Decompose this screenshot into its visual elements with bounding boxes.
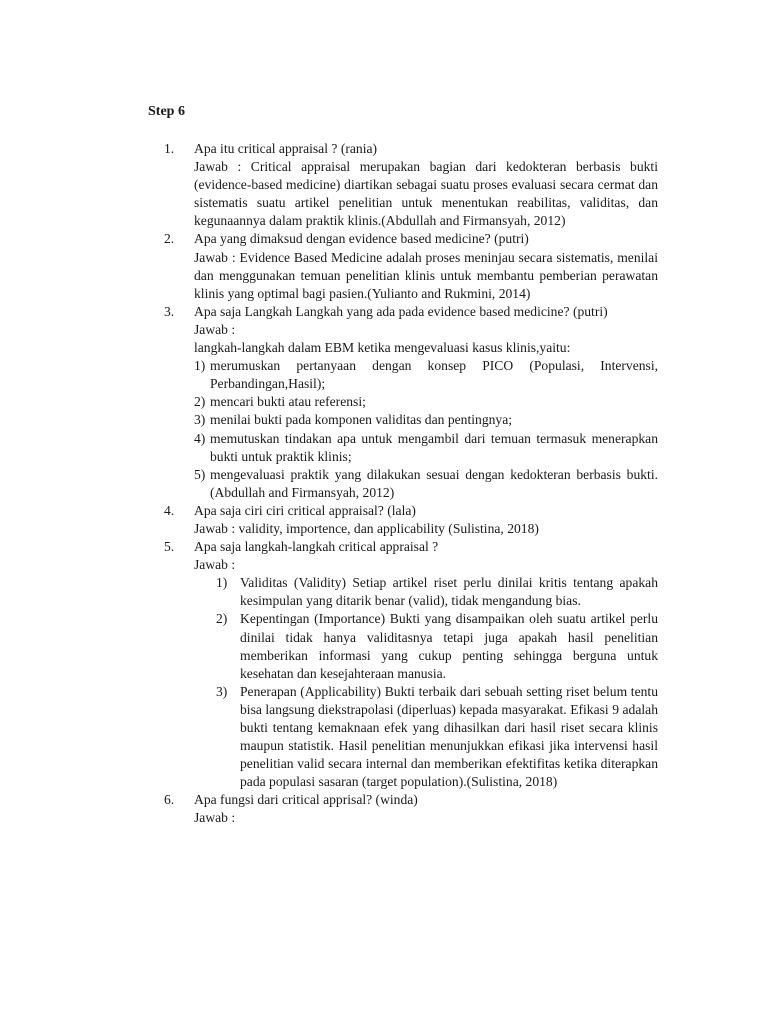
answer-label: Jawab : [194,321,236,337]
question-item-6 [164,791,658,827]
answer-text: Jawab : Critical appraisal merupakan bagian dari kedokteran berbasis bukti (evidence-based medicine) diartikan sebagai suatu proses evaluasi secara cermat dan sistematis suatu artikel penelitian untuk menentukan reabilitas, validitas, dan kegunaannya dalam praktik klinis.(Abdullah and Firmansyah, 2012) [194,159,658,229]
step-text: memutuskan tindakan apa untuk mengambil dari temuan termasuk menerapkan bukti untuk praktik klinis; [210,430,658,464]
step-text: Validitas (Validity) Setiap artikel riset perlu dinilai kritis tentang apakah kesimpulan yang ditarik benar (valid), tidak mengandung bias. [240,575,658,609]
answer-text: Jawab : Evidence Based Medicine adalah proses meninjau secara sistematis, menilai dan menggunakan temuan penelitian klinis untuk membantu pemberian perawatan klinis yang optimal bagi pasien.(Yulianto and Rukmini, 2014) [194,249,658,301]
item-number: 6. [164,792,175,808]
item-number: 1. [164,141,175,156]
answer-text: Jawab : validity, importence, dan applicability (Sulistina, 2018) [194,520,539,536]
question-item-3 [164,303,658,502]
step-number: 4) [194,430,206,446]
step-number: 5) [194,466,206,482]
step-number: 3) [216,683,228,699]
list-item [194,466,658,502]
question-item-2 [164,230,658,302]
item-number: 5. [164,539,175,555]
step-number: 1) [194,358,206,374]
step-text: merumuskan pertanyaan dengan konsep PICO (Populasi, Intervensi, Perbandingan,Hasil); [210,358,658,392]
question-text: Apa fungsi dari critical apprisal? (winda) [194,792,418,808]
list-item [194,610,658,682]
question-text: Apa saja langkah-langkah critical appraisal ? [194,539,439,555]
step-number: 2) [216,611,228,627]
section-heading: Step 6 [148,104,185,119]
answer-label: Jawab : [194,557,236,573]
question-text: Apa itu critical appraisal ? (rania) [194,141,378,156]
item-number: 2. [164,231,175,247]
question-item-5 [164,538,658,791]
step-text: Kepentingan (Importance) Bukti yang disampaikan oleh suatu artikel perlu dinilai tidak hanya validitasnya tetapi juga apakah hasil penelitian memberikan informasi yang cukup penting sehingga berguna untuk kesehatan dan kesejahteraan manusia. [240,611,658,681]
list-item [194,411,658,429]
question-text: Apa saja Langkah Langkah yang ada pada evidence based medicine? (putri) [194,303,608,319]
step-text: Penerapan (Applicability) Bukti terbaik dari sebuah setting riset belum tentu bisa langsung diekstrapolasi (diperluas) kepada masyarakat. Efikasi 9 adalah bukti tentang kemaknaan efek yang dihasilkan dari hasil riset secara klinis maupun statistik. Hasil penelitian menunjukkan efikasi jika intervensi hasil penelitian valid secara internal dan memberikan efektifitas ketika diterapkan pada populasi sasaran (target population).(Sulistina, 2018) [240,683,658,790]
list-item [194,393,658,411]
question-text: Apa yang dimaksud dengan evidence based medicine? (putri) [194,231,529,247]
answer-label: Jawab : [194,810,236,826]
list-item [194,574,658,610]
list-item [194,683,658,792]
step-number: 2) [194,394,206,410]
question-text: Apa saja ciri ciri critical appraisal? (lala) [194,502,416,518]
item-number: 4. [164,502,175,518]
list-item [194,430,658,466]
question-item-4 [164,502,658,538]
answer-intro: langkah-langkah dalam EBM ketika mengevaluasi kasus klinis,yaitu: [194,340,571,356]
step-text: mengevaluasi praktik yang dilakukan sesuai dengan kedokteran berbasis bukti.(Abdullah and Firmansyah, 2012) [210,466,658,500]
step-number: 3) [194,412,206,428]
step-text: menilai bukti pada komponen validitas dan pentingnya; [210,412,513,428]
list-item [194,357,658,393]
question-item-1 [164,140,658,230]
step-number: 1) [216,575,228,591]
item-number: 3. [164,303,175,319]
step-text: mencari bukti atau referensi; [210,394,366,410]
question-list [164,140,658,828]
